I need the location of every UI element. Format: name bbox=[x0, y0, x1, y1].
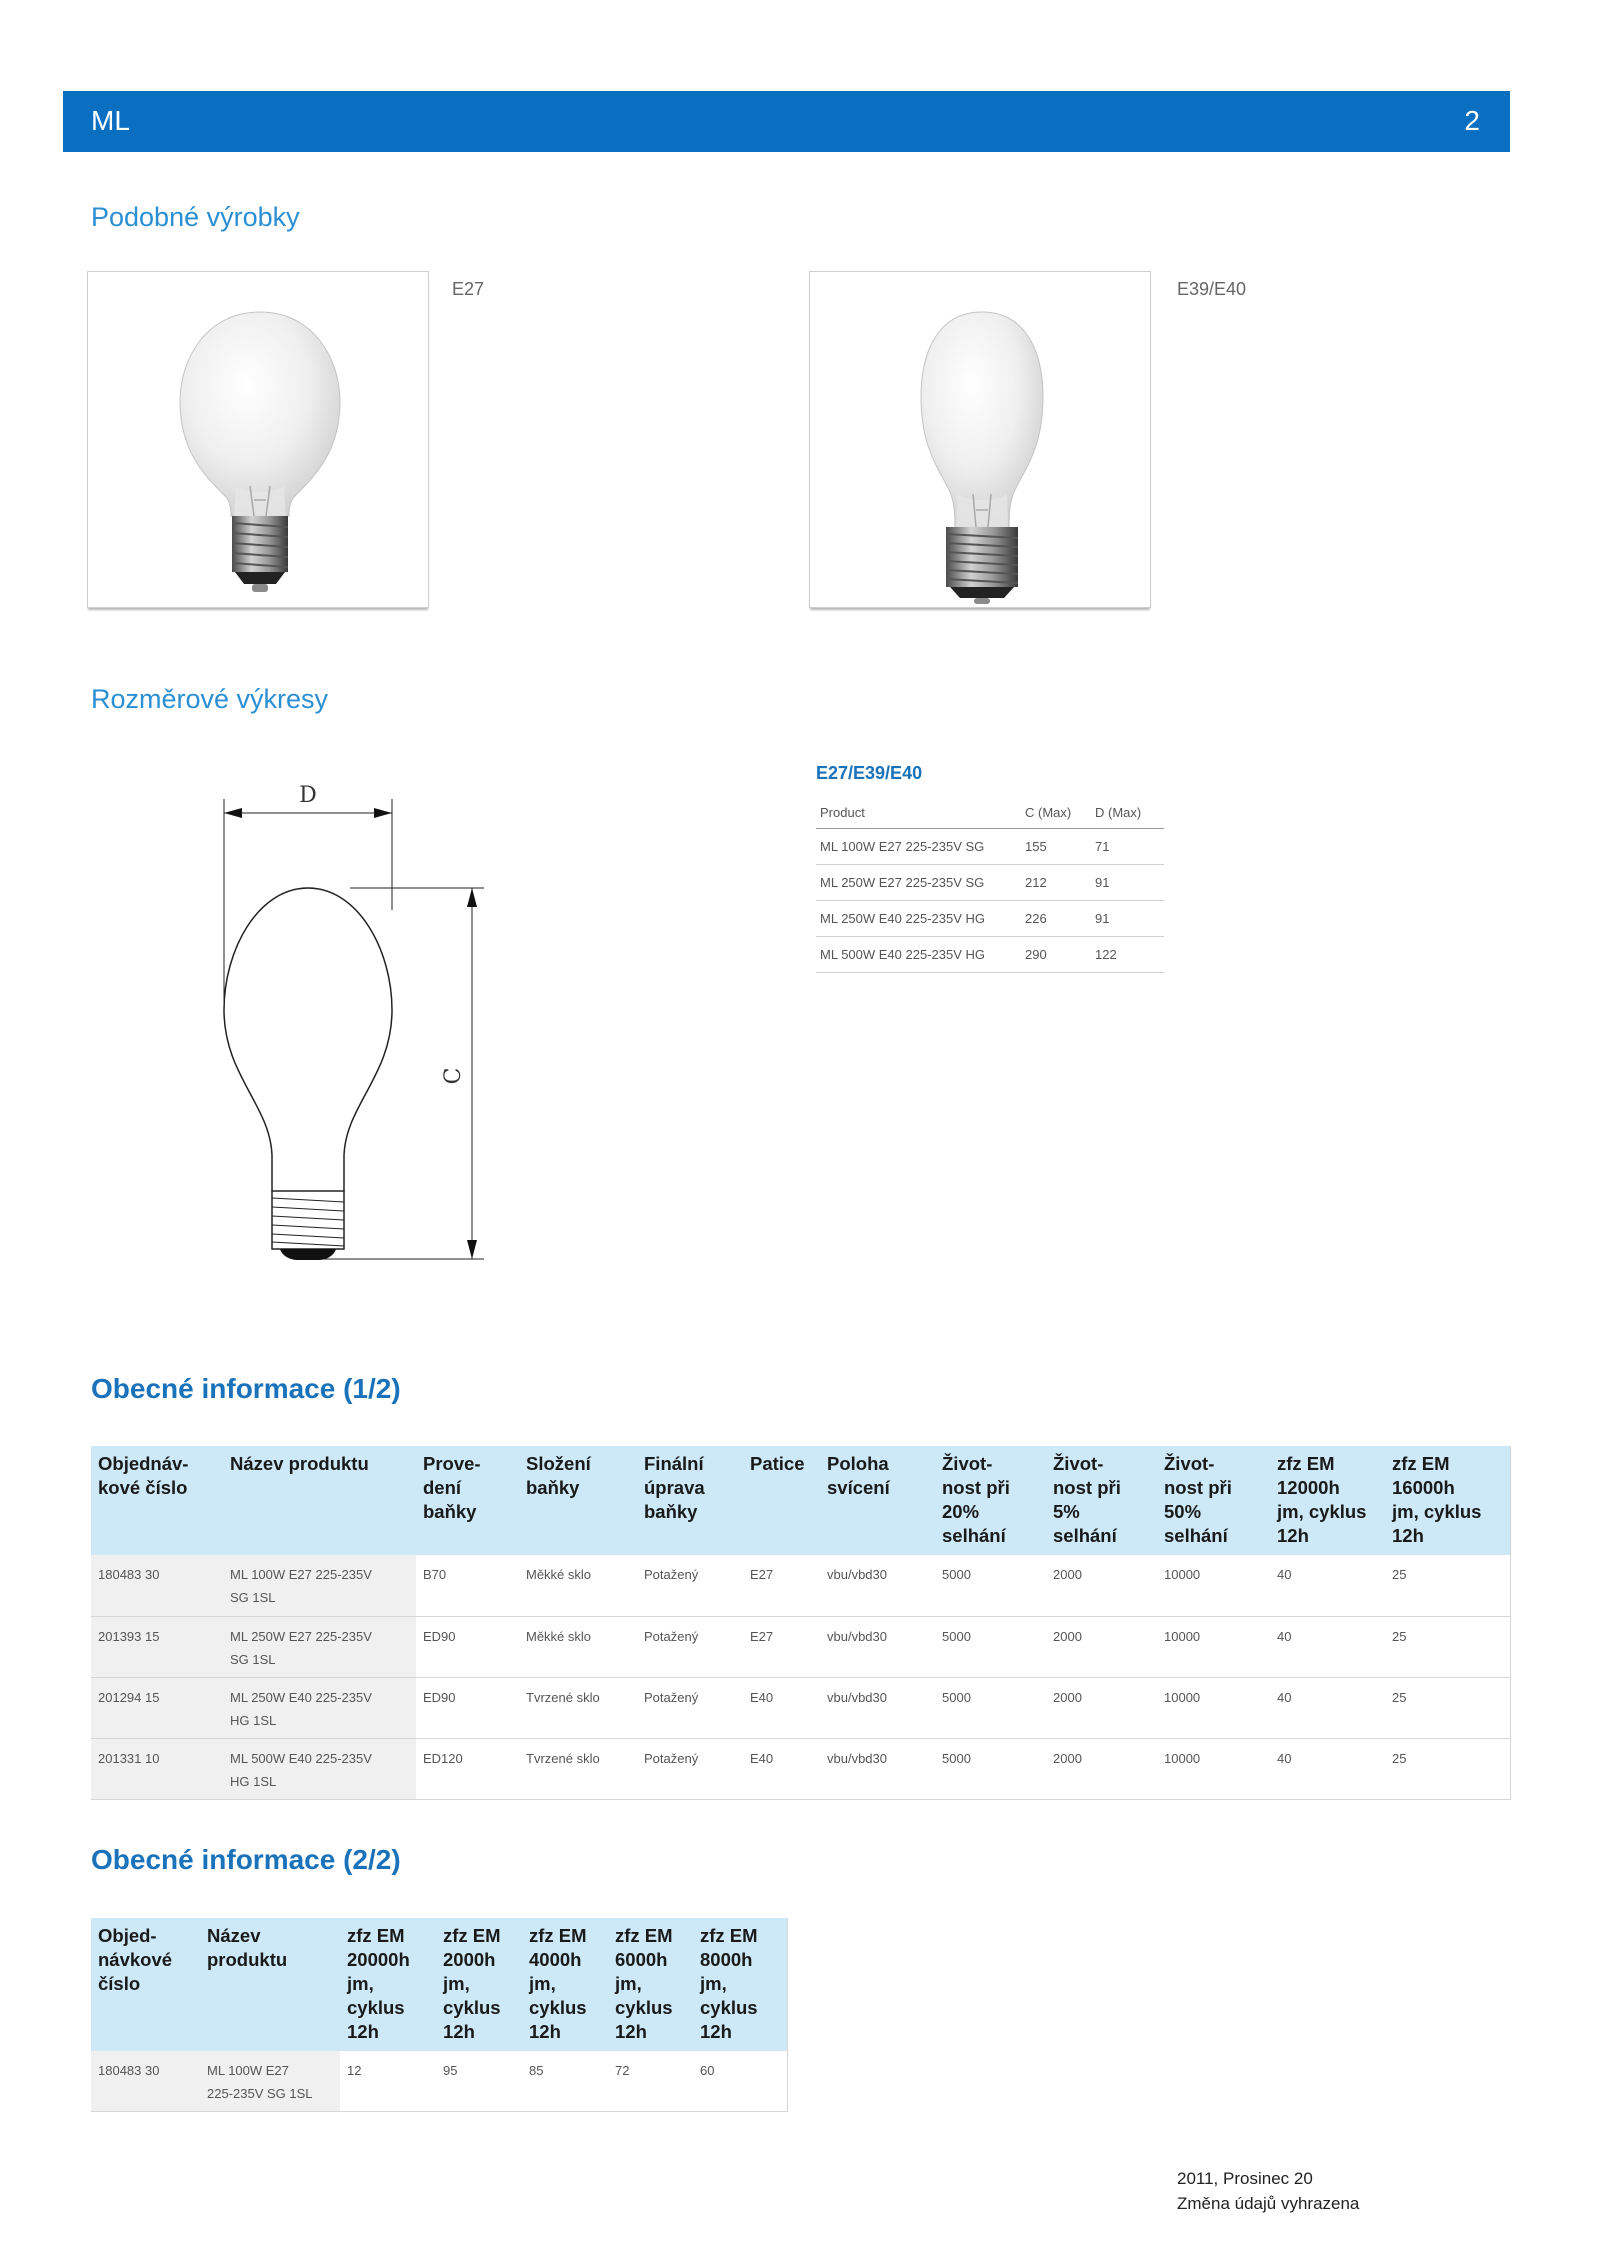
dimension-drawing bbox=[200, 770, 500, 1270]
table-cell: vbu/vbd30 bbox=[820, 1616, 935, 1677]
column-header: zfz EM 12000h jm, cyklus 12h bbox=[1270, 1446, 1385, 1555]
table-cell: Potažený bbox=[637, 1555, 743, 1616]
table-cell: 25 bbox=[1385, 1738, 1510, 1799]
column-header: Patice bbox=[743, 1446, 820, 1555]
table-cell: vbu/vbd30 bbox=[820, 1677, 935, 1738]
lamp-glass bbox=[921, 312, 1043, 527]
column-header: Objed- návkové číslo bbox=[91, 1918, 200, 2051]
table-cell: 155 bbox=[1021, 829, 1091, 865]
table-cell: 5000 bbox=[935, 1555, 1046, 1616]
column-header: D (Max) bbox=[1091, 797, 1164, 829]
column-header: zfz EM 16000h jm, cyklus 12h bbox=[1385, 1446, 1510, 1555]
table-cell: ML 100W E27 225-235V SG 1SL bbox=[223, 1555, 416, 1616]
table-cell: Tvrzené sklo bbox=[519, 1677, 637, 1738]
general-info-table-1 bbox=[91, 1446, 1511, 1800]
table-cell: 10000 bbox=[1157, 1677, 1270, 1738]
table-row bbox=[816, 865, 1164, 901]
table-cell: 5000 bbox=[935, 1738, 1046, 1799]
table-cell: ML 500W E40 225-235V HG 1SL bbox=[223, 1738, 416, 1799]
table-cell: 201393 15 bbox=[91, 1616, 223, 1677]
table-cell: 91 bbox=[1091, 901, 1164, 937]
column-header: zfz EM 6000h jm, cyklus 12h bbox=[608, 1918, 693, 2051]
table-cell: Tvrzené sklo bbox=[519, 1738, 637, 1799]
document-title: ML bbox=[91, 105, 130, 136]
table-header-row bbox=[91, 1918, 787, 2051]
table-cell: 201331 10 bbox=[91, 1738, 223, 1799]
column-header: Poloha svícení bbox=[820, 1446, 935, 1555]
table-cell: vbu/vbd30 bbox=[820, 1555, 935, 1616]
table-row bbox=[816, 829, 1164, 865]
table-cell: 40 bbox=[1270, 1555, 1385, 1616]
table-cell: ML 100W E27 225-235V SG bbox=[816, 829, 1021, 865]
column-header: C (Max) bbox=[1021, 797, 1091, 829]
general-info-table-2 bbox=[91, 1918, 788, 2112]
lamp-photo-ed bbox=[810, 272, 1150, 607]
table-cell: vbu/vbd30 bbox=[820, 1738, 935, 1799]
table-cell: Potažený bbox=[637, 1738, 743, 1799]
table-cell: 10000 bbox=[1157, 1738, 1270, 1799]
column-header: Život- nost při 50% selhání bbox=[1157, 1446, 1270, 1555]
d-label: D bbox=[299, 783, 317, 808]
column-header: zfz EM 20000h jm, cyklus 12h bbox=[340, 1918, 436, 2051]
table-cell: 2000 bbox=[1046, 1555, 1157, 1616]
table-cell: Potažený bbox=[637, 1616, 743, 1677]
product-photo-e39-e40 bbox=[809, 271, 1151, 608]
table-cell: 25 bbox=[1385, 1677, 1510, 1738]
footer-note: Změna údajů vyhrazena bbox=[1177, 2194, 1360, 2213]
column-header: zfz EM 4000h jm, cyklus 12h bbox=[522, 1918, 608, 2051]
table-row bbox=[91, 1677, 1510, 1738]
lamp-glass bbox=[180, 312, 340, 516]
table-cell: Měkké sklo bbox=[519, 1616, 637, 1677]
table-cell: E40 bbox=[743, 1738, 820, 1799]
table-cell: 201294 15 bbox=[91, 1677, 223, 1738]
table-cell: ED120 bbox=[416, 1738, 519, 1799]
table-cell: 122 bbox=[1091, 937, 1164, 973]
footer-date: 2011, Prosinec 20 bbox=[1177, 2169, 1313, 2188]
general-info-heading-1: Obecné informace (1/2) bbox=[91, 1373, 401, 1404]
table-cell: 12 bbox=[340, 2051, 436, 2112]
table-cell: 5000 bbox=[935, 1616, 1046, 1677]
table-cell: 10000 bbox=[1157, 1616, 1270, 1677]
table-cell: ML 500W E40 225-235V HG bbox=[816, 937, 1021, 973]
table-cell: 40 bbox=[1270, 1677, 1385, 1738]
table-row bbox=[91, 2051, 787, 2112]
dimension-table bbox=[816, 797, 1164, 973]
column-header: Název produktu bbox=[200, 1918, 340, 2051]
column-header: Život- nost při 5% selhání bbox=[1046, 1446, 1157, 1555]
column-header: Život- nost při 20% selhání bbox=[935, 1446, 1046, 1555]
table-cell: ML 100W E27 225-235V SG 1SL bbox=[200, 2051, 340, 2112]
table-cell: B70 bbox=[416, 1555, 519, 1616]
general-info-heading-2: Obecné informace (2/2) bbox=[91, 1844, 401, 1875]
table-cell: 2000 bbox=[1046, 1677, 1157, 1738]
table-row bbox=[91, 1738, 1510, 1799]
table-row bbox=[816, 937, 1164, 973]
bulb-outline bbox=[224, 888, 392, 1191]
table-cell: 25 bbox=[1385, 1616, 1510, 1677]
table-cell: Potažený bbox=[637, 1677, 743, 1738]
table-cell: 60 bbox=[693, 2051, 787, 2112]
table-cell: 5000 bbox=[935, 1677, 1046, 1738]
table-cell: 71 bbox=[1091, 829, 1164, 865]
table-cell: E40 bbox=[743, 1677, 820, 1738]
product-photo-e27 bbox=[87, 271, 429, 608]
table-cell: 91 bbox=[1091, 865, 1164, 901]
table-cell: 212 bbox=[1021, 865, 1091, 901]
table-cell: ED90 bbox=[416, 1616, 519, 1677]
table-cell: 180483 30 bbox=[91, 2051, 200, 2112]
column-header: Product bbox=[816, 797, 1021, 829]
footer bbox=[1177, 2166, 1359, 2216]
table-cell: ML 250W E40 225-235V HG bbox=[816, 901, 1021, 937]
table-cell: ML 250W E27 225-235V SG 1SL bbox=[223, 1616, 416, 1677]
table-row bbox=[816, 901, 1164, 937]
column-header: zfz EM 2000h jm, cyklus 12h bbox=[436, 1918, 522, 2051]
c-label: C bbox=[441, 1067, 466, 1085]
column-header: Prove- dení baňky bbox=[416, 1446, 519, 1555]
table-cell: ML 250W E40 225-235V HG 1SL bbox=[223, 1677, 416, 1738]
page-number: 2 bbox=[1464, 105, 1480, 136]
table-cell: ML 250W E27 225-235V SG bbox=[816, 865, 1021, 901]
column-header: Složení baňky bbox=[519, 1446, 637, 1555]
similar-products-heading: Podobné výrobky bbox=[91, 202, 300, 232]
dimension-table-title: E27/E39/E40 bbox=[816, 763, 923, 783]
table-cell: 40 bbox=[1270, 1616, 1385, 1677]
table-cell: 10000 bbox=[1157, 1555, 1270, 1616]
photo-label-e39-e40: E39/E40 bbox=[1177, 279, 1247, 299]
table-cell: 226 bbox=[1021, 901, 1091, 937]
column-header: Název produktu bbox=[223, 1446, 416, 1555]
photo-label-e27: E27 bbox=[452, 279, 485, 299]
table-cell: 40 bbox=[1270, 1738, 1385, 1799]
table-cell: E27 bbox=[743, 1555, 820, 1616]
table-cell: ED90 bbox=[416, 1677, 519, 1738]
table-row bbox=[91, 1616, 1510, 1677]
header-bar bbox=[63, 91, 1510, 152]
dimension-drawings-heading: Rozměrové výkresy bbox=[91, 684, 329, 714]
table-row bbox=[91, 1555, 1510, 1616]
column-header: Finální úprava baňky bbox=[637, 1446, 743, 1555]
column-header: zfz EM 8000h jm, cyklus 12h bbox=[693, 1918, 787, 2051]
table-header-row bbox=[816, 797, 1164, 829]
table-cell: 290 bbox=[1021, 937, 1091, 973]
lamp-photo-ovoid bbox=[88, 272, 428, 607]
table-cell: 85 bbox=[522, 2051, 608, 2112]
table-cell: Měkké sklo bbox=[519, 1555, 637, 1616]
table-cell: 180483 30 bbox=[91, 1555, 223, 1616]
table-cell: 2000 bbox=[1046, 1738, 1157, 1799]
table-header-row bbox=[91, 1446, 1510, 1555]
table-cell: E27 bbox=[743, 1616, 820, 1677]
table-cell: 2000 bbox=[1046, 1616, 1157, 1677]
column-header: Objednáv- kové číslo bbox=[91, 1446, 223, 1555]
table-cell: 25 bbox=[1385, 1555, 1510, 1616]
table-cell: 95 bbox=[436, 2051, 522, 2112]
table-cell: 72 bbox=[608, 2051, 693, 2112]
